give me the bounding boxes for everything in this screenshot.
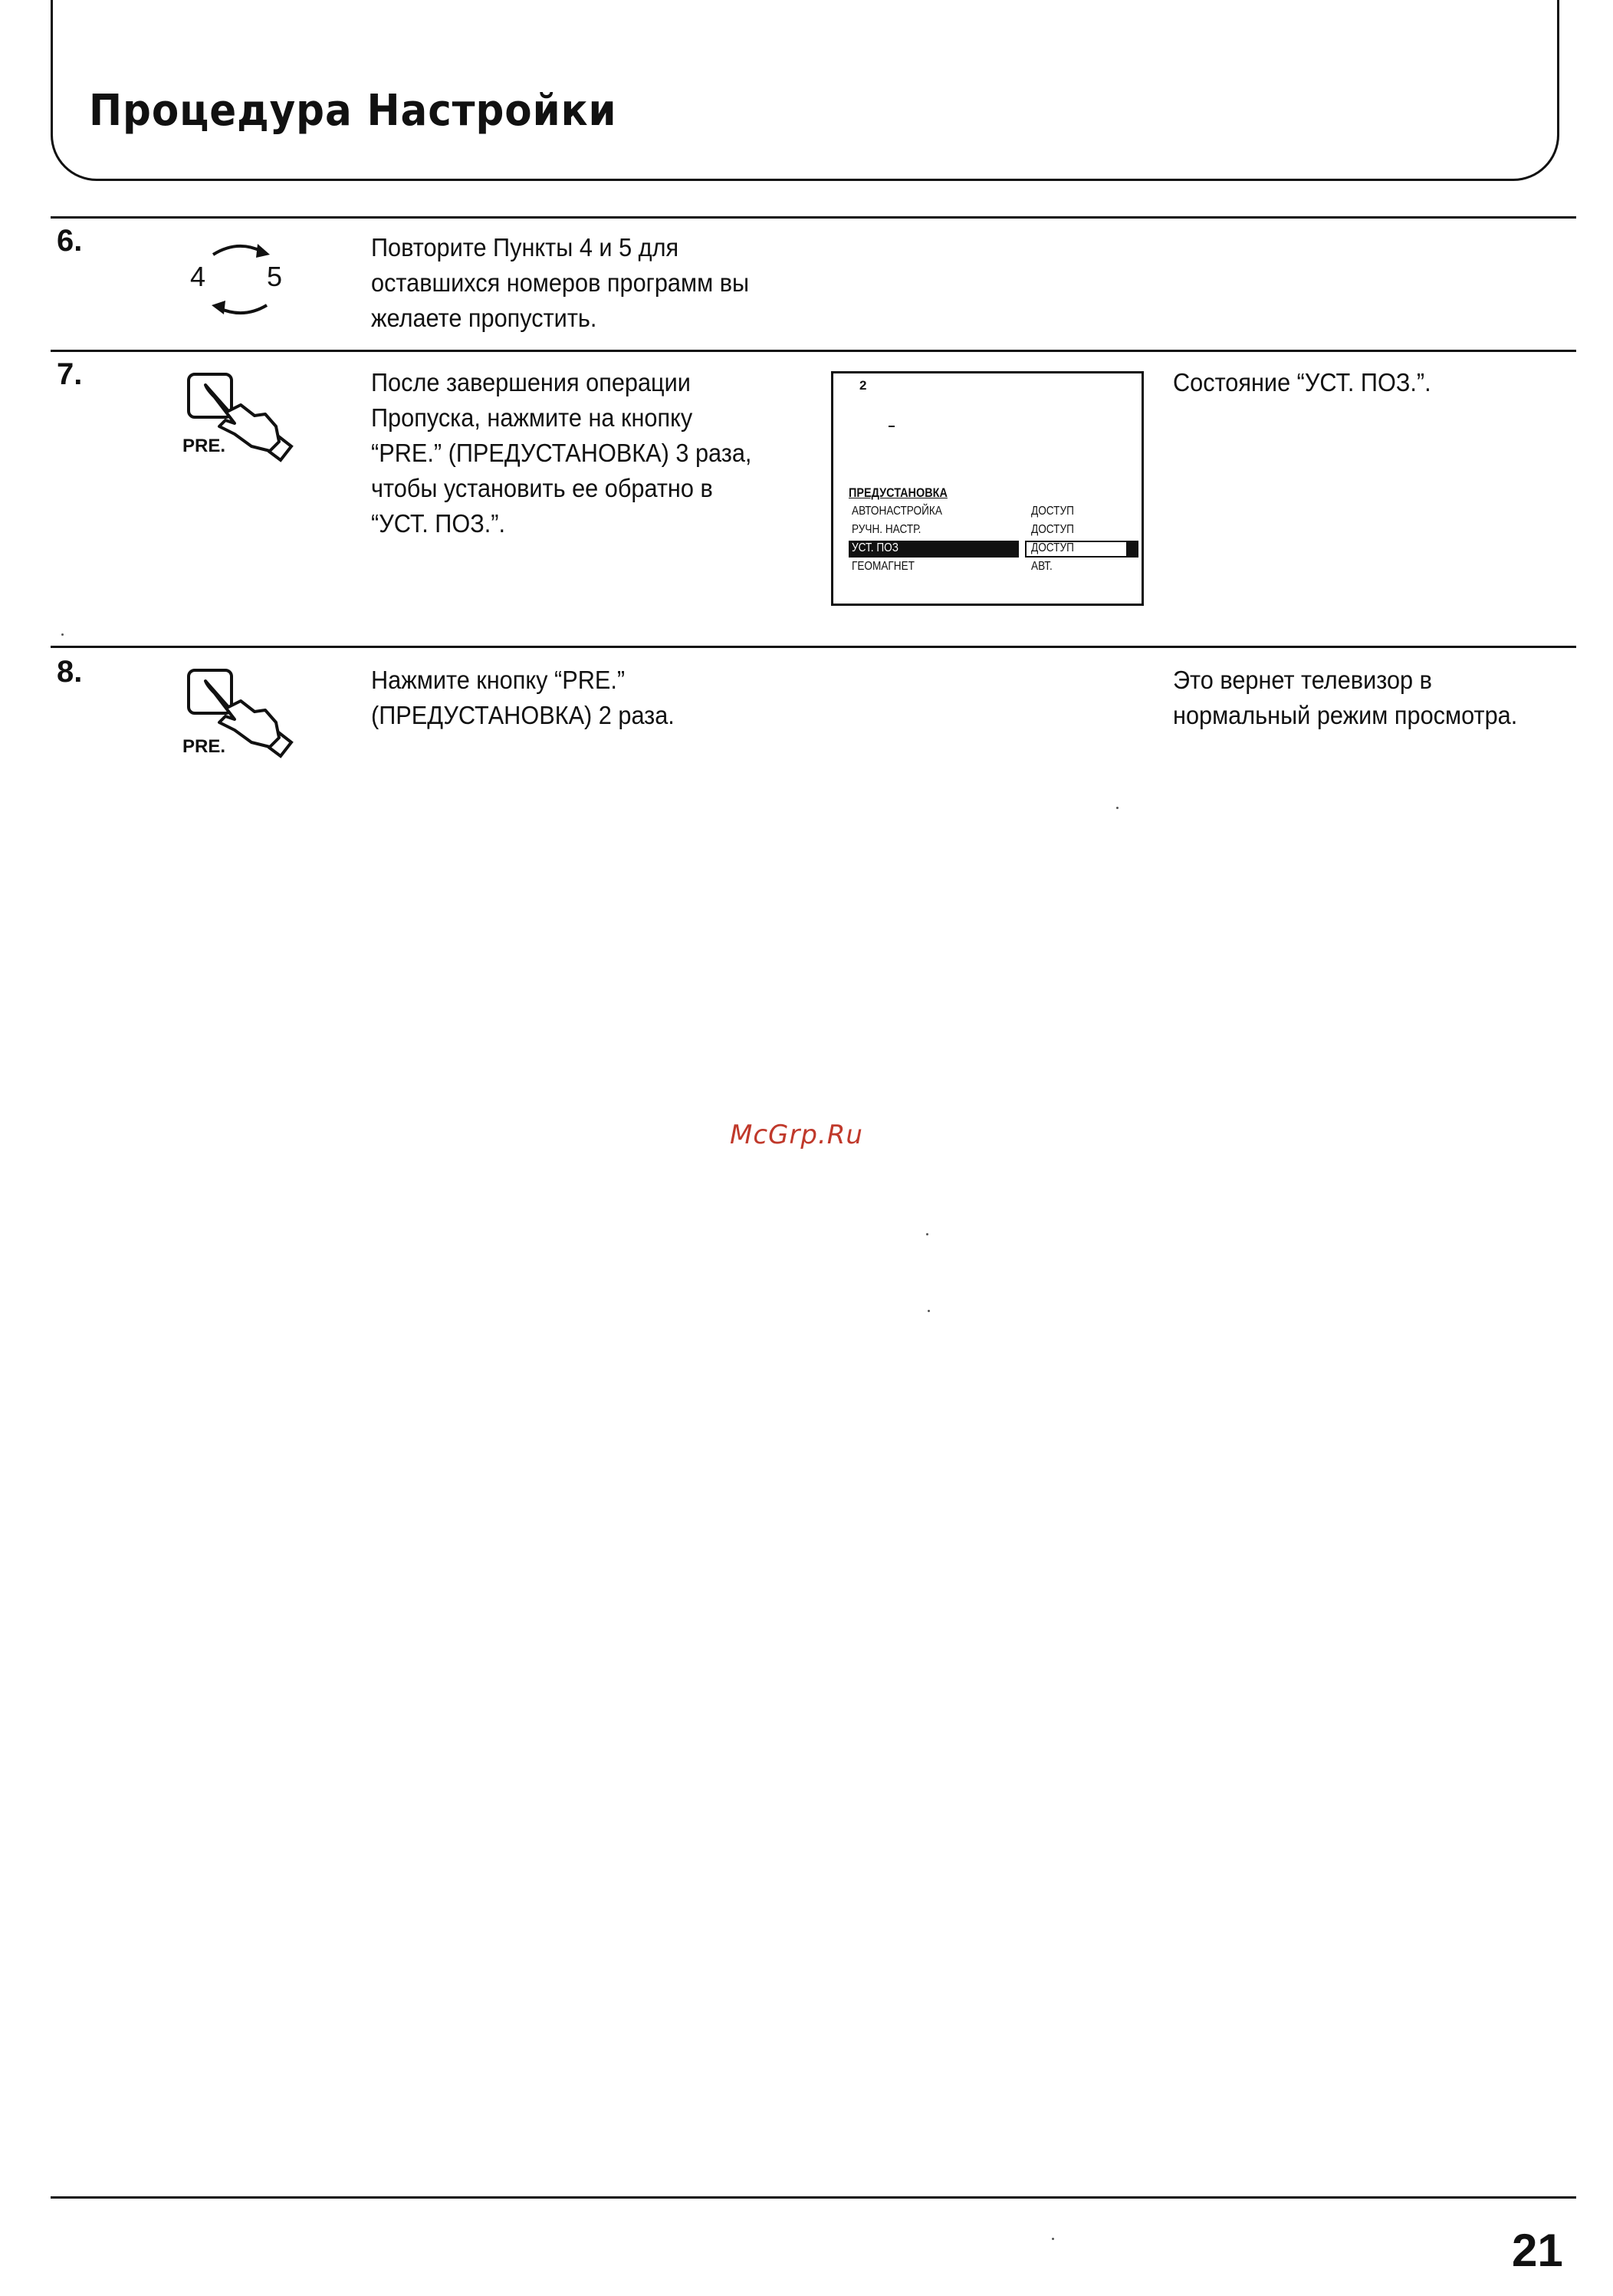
tv-menu-value: ДОСТУП [1031,541,1074,554]
cycle-label-4: 4 [190,261,206,292]
tv-menu-row [849,502,1122,521]
speck [928,1310,930,1312]
tv-menu-value: АВТ. [1031,560,1053,573]
tv-screen [831,371,1144,606]
tv-menu-value: ДОСТУП [1031,523,1074,536]
tv-channel-number: 2 [859,378,867,393]
step-note: Это вернет телевизор в нормальный режим просмотра. [1173,666,1518,729]
pre-label: PRE. [182,436,226,456]
step-number: 6. [57,224,83,258]
pre-button-hand-icon [178,371,301,471]
tv-menu-row [849,558,1122,576]
divider [51,646,1576,648]
page-title: Процедура Настройки [89,86,617,136]
step-text: Нажмите кнопку “PRE.” (ПРЕДУСТАНОВКА) 2 раза. [371,666,675,729]
divider [51,350,1576,352]
cycle-arrows-icon [184,229,299,328]
pre-button-hand-icon [178,667,301,767]
speck [1052,2238,1054,2240]
cycle-label-5: 5 [267,261,283,292]
tv-menu-label: РУЧН. НАСТР. [852,523,921,536]
tv-menu-row-selected [849,539,1122,558]
speck [61,633,64,636]
tv-menu-label: ГЕОМАГНЕТ [852,560,915,573]
tv-menu-title: ПРЕДУСТАНОВКА [849,485,948,500]
step-number: 7. [57,357,83,391]
watermark: McGrp.Ru [730,1120,863,1150]
step-number: 8. [57,655,83,689]
tv-menu-value: ДОСТУП [1031,505,1074,518]
tv-menu-label: УСТ. ПОЗ [852,541,898,554]
speck [1116,807,1119,809]
divider [51,216,1576,219]
step-text: Повторите Пункты 4 и 5 для оставшихся номеров программ вы желаете пропустить. [371,233,750,332]
page-number: 21 [1512,2225,1563,2276]
speck [926,1233,928,1235]
tv-menu-label: АВТОНАСТРОЙКА [852,505,942,518]
tv-dash [889,426,895,427]
footer-divider [51,2196,1576,2199]
step-text: После завершения операции Пропуска, нажмите на кнопку “PRE.” (ПРЕДУСТАНОВКА) 3 раза, чтобы установить ее обратно в “УСТ. ПОЗ.”. [371,368,752,538]
pre-label: PRE. [182,736,226,757]
step-note: Состояние “УСТ. ПОЗ.”. [1173,368,1431,396]
tv-menu-row [849,521,1122,539]
